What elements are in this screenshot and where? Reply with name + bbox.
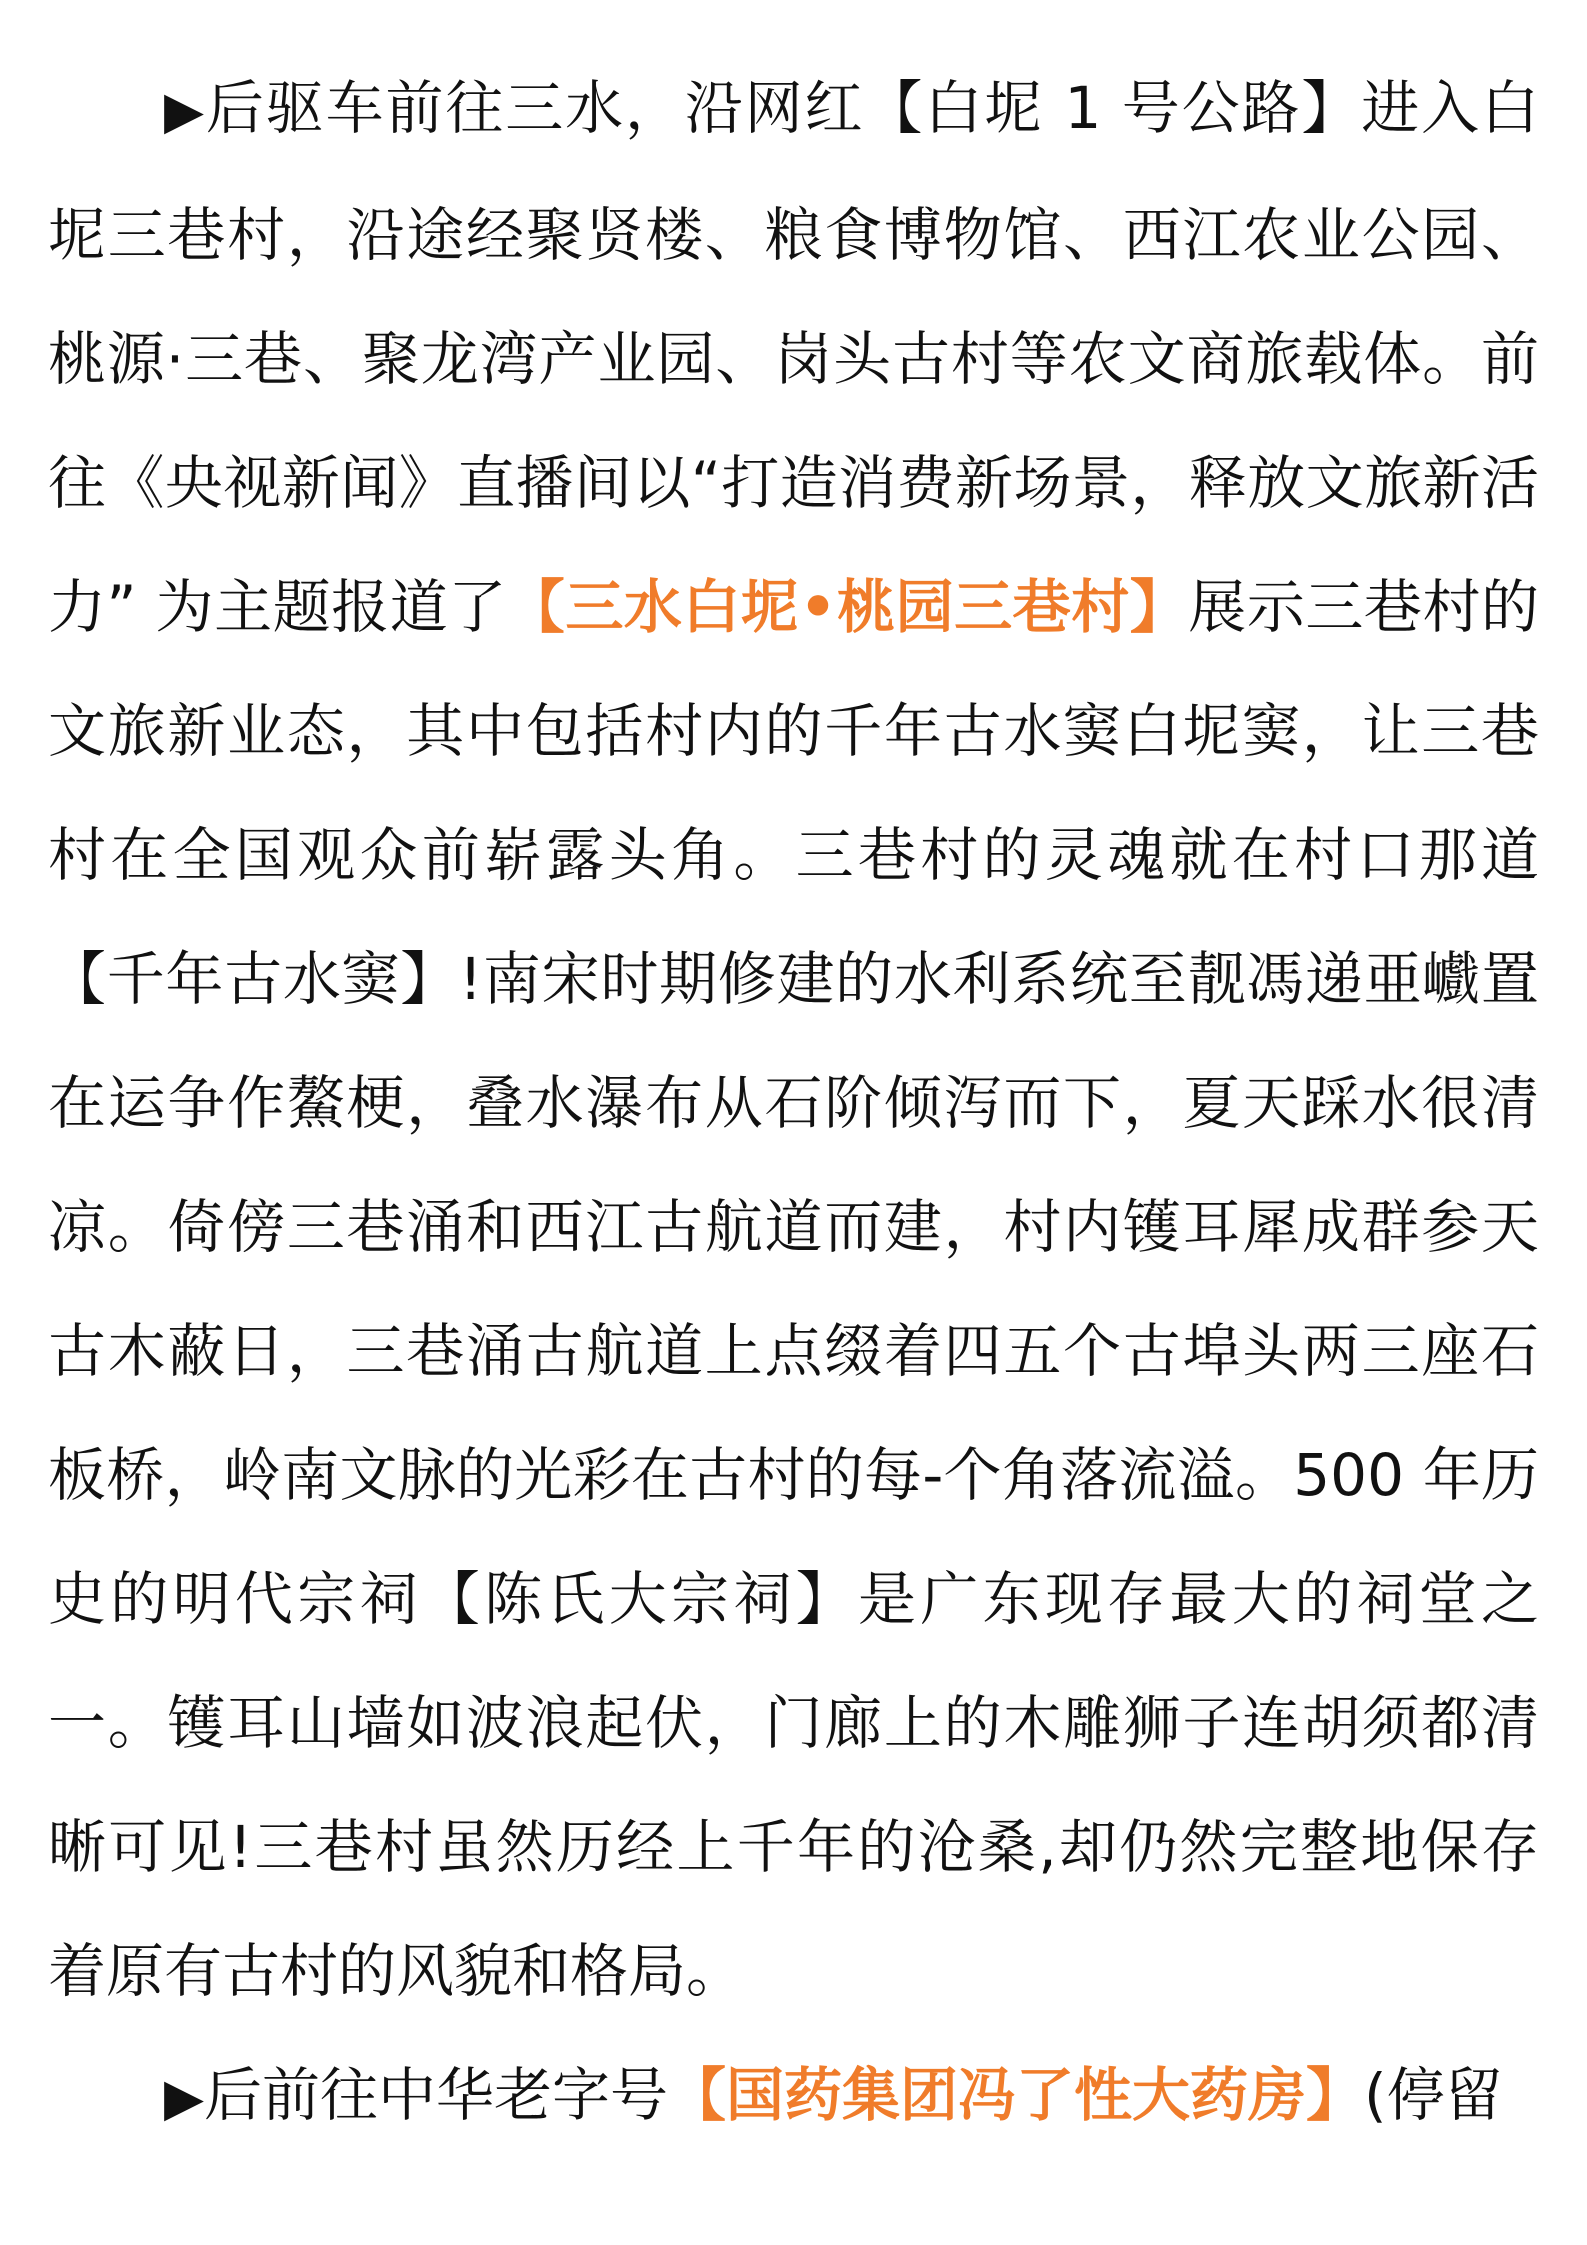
- paragraph-sanxiang-village: [48, 46, 1539, 2033]
- paragraph-text: 展示三巷村的文旅新业态，其中包括村内的千年古水窦白坭窦，让三巷村在全国观众前崭露头角。三巷村的灵魂就在村口那道【千年古水窦】!南宋时期修建的水利系统至靓馮递亜巇置在运争作鰲梗，叠水瀑布从石阶倾泻而下，夏天踩水很清凉。倚傍三巷涌和西江古航道而建，村内镬耳犀成群参天古木蔽日，三巷涌古航道上点缀着四五个古埠头两三座石板桥，岭南文脉的光彩在古村的每-个角落流溢。500 年历史的明代宗祠【陈氏大宗祠】是广东现存最大的祠堂之一。镬耳山墙如波浪起伏，门廊上的木雕狮子连胡须都清晰可见!三巷村虽然历经上千年的沧桑,却仍然完整地保存着原有古村的风貌和格局。: [48, 573, 1539, 2005]
- highlighted-place-name: 【三水白坭•桃园三巷村】: [506, 573, 1189, 641]
- paragraph-text: 后前往中华老字号: [204, 2061, 669, 2129]
- highlighted-place-name: 【国药集团冯了性大药房】: [668, 2061, 1365, 2129]
- document-page: [48, 46, 1539, 2160]
- paragraph-pharmacy: [48, 2033, 1539, 2160]
- triangle-bullet-icon: ▶: [164, 2068, 204, 2128]
- triangle-bullet-icon: ▶: [164, 81, 206, 141]
- paragraph-text: (停留: [1364, 2061, 1503, 2129]
- paragraph-text: 后驱车前往三水，沿网红【白坭 1 号公路】进入白坭三巷村，沿途经聚贤楼、粮食博物馆、西江农业公园、桃源·三巷、聚龙湾产业园、岗头古村等农文商旅载体。前往《央视新闻》直播间以“打造消费新场景，释放文旅新活力” 为主题报道了: [48, 74, 1539, 641]
